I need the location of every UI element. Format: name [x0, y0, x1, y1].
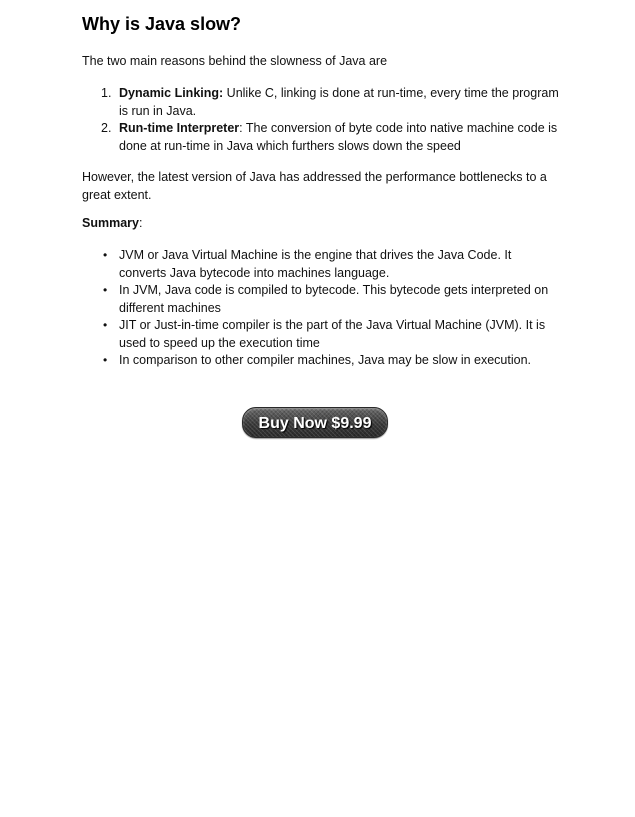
- list-number: 2.: [101, 121, 112, 135]
- bullet-icon: •: [103, 353, 108, 367]
- summary-item-text: In JVM, Java code is compiled to bytecode. This bytecode gets interpreted on different machines: [119, 283, 549, 315]
- bullet-icon: •: [103, 283, 108, 297]
- list-number: 1.: [101, 86, 112, 100]
- summary-list: [82, 247, 562, 370]
- reason-text: : The conversion of byte code into native machine code is done at run-time in Java which furthers slows down the speed: [119, 121, 558, 153]
- summary-item-text: In comparison to other compiler machines, Java may be slow in execution.: [119, 353, 531, 367]
- list-item: [82, 247, 562, 282]
- however-paragraph: However, the latest version of Java has addressed the performance bottlenecks to a great extent.: [82, 170, 547, 202]
- summary-heading: [82, 215, 142, 232]
- list-item: [82, 85, 562, 120]
- reasons-list: [82, 85, 562, 155]
- reason-text: Unlike C, linking is done at run-time, every time the program is run in Java.: [119, 86, 559, 118]
- reason-term: Run-time Interpreter: [119, 121, 240, 135]
- list-item: [82, 120, 562, 155]
- summary-label: Summary: [82, 216, 139, 230]
- summary-item-text: JVM or Java Virtual Machine is the engine that drives the Java Code. It converts Java bytecode into machines language.: [119, 248, 512, 280]
- list-item: [82, 352, 562, 370]
- page-title: Why is Java slow?: [82, 14, 242, 34]
- bullet-icon: •: [103, 318, 108, 332]
- intro-text: The two main reasons behind the slowness of Java are: [82, 54, 388, 68]
- summary-item-text: JIT or Just-in-time compiler is the part of the Java Virtual Machine (JVM). It is used to speed up the execution time: [119, 318, 546, 350]
- reason-term: Dynamic Linking:: [119, 86, 224, 100]
- list-item: [82, 282, 562, 317]
- buy-now-button[interactable]: Buy Now $9.99: [242, 407, 388, 438]
- bullet-icon: •: [103, 248, 108, 262]
- list-item: [82, 317, 562, 352]
- summary-colon: :: [138, 216, 143, 230]
